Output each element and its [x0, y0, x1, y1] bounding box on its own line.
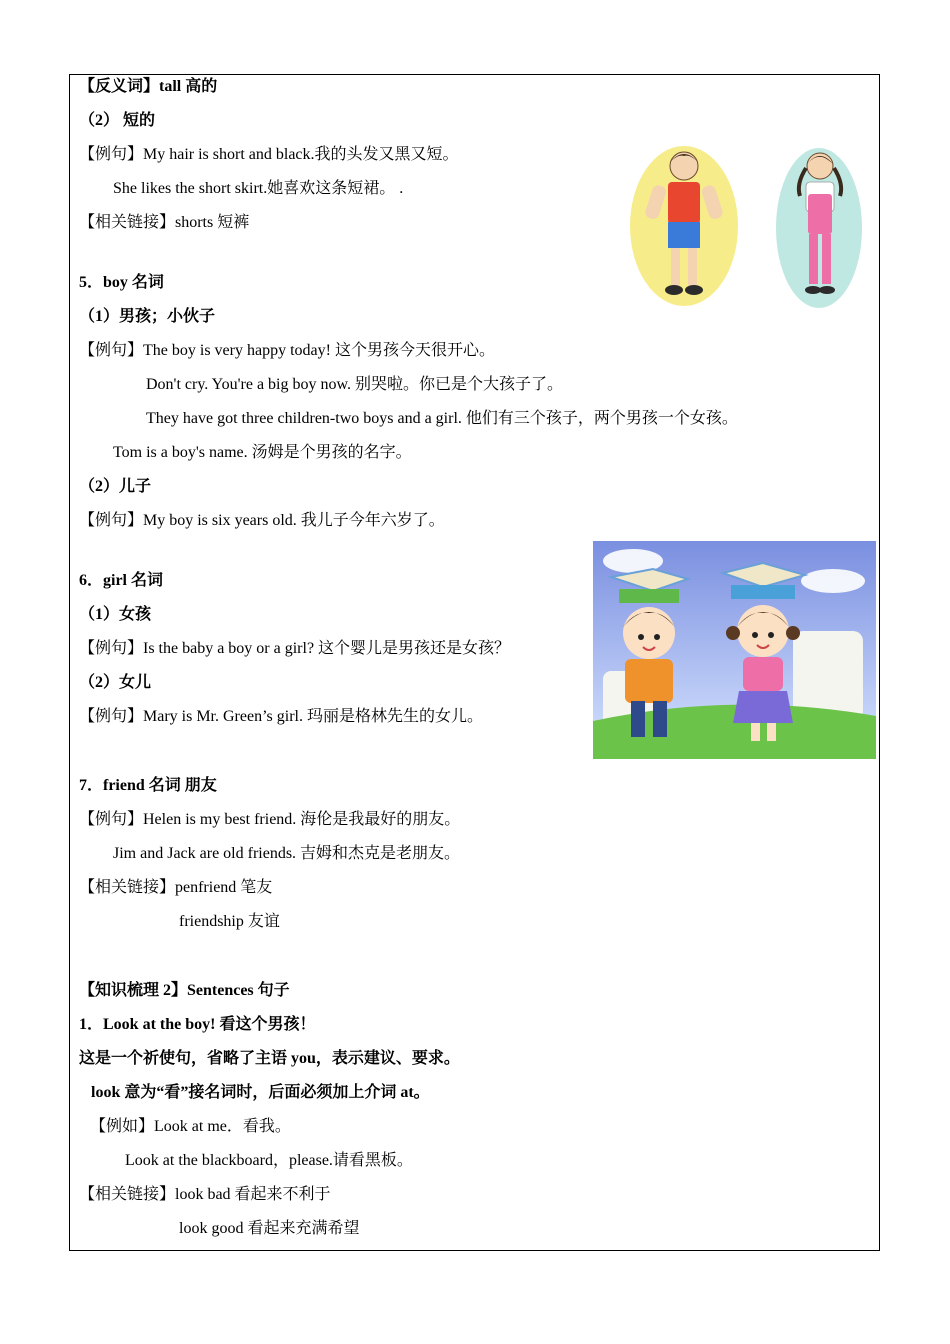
entry-heading-boy: 5．boy 名词 [79, 274, 164, 291]
related-link: 【相关链接】look bad 看起来不利于 [79, 1186, 331, 1203]
example-sentence: 【例句】My hair is short and black.我的头发又黑又短。 [79, 146, 459, 163]
example-sentence: Jim and Jack are old friends. 吉姆和杰克是老朋友。 [113, 845, 461, 862]
sense-heading: （2）儿子 [79, 478, 152, 495]
sense-heading: （1）男孩；小伙子 [79, 308, 216, 325]
related-link: friendship 友谊 [179, 913, 280, 930]
example-sentence: Don't cry. You're a big boy now. 别哭啦。你已是个大孩子了。 [146, 376, 564, 393]
children-with-books-illustration [593, 541, 876, 759]
entry-heading-girl: 6．girl 名词 [79, 572, 163, 589]
grammar-note: look 意为“看”接名词时，后面必须加上介词 at。 [91, 1084, 430, 1101]
example-sentence: 【例句】Is the baby a boy or a girl? 这个婴儿是男孩还是女孩？ [79, 640, 511, 657]
sense-2-heading: （2） 短的 [79, 112, 156, 129]
related-link: 【相关链接】penfriend 笔友 [79, 879, 273, 896]
entry-heading-friend: 7．friend 名词 朋友 [79, 777, 217, 794]
antonym-line: 【反义词】tall 高的 [79, 78, 218, 95]
related-link: 【相关链接】shorts 短裤 [79, 214, 250, 231]
sentence-heading: 1．Look at the boy! 看这个男孩！ [79, 1016, 316, 1033]
example-sentence: She likes the short skirt.她喜欢这条短裙。 . [113, 180, 404, 197]
tall-boy-short-girl-illustration [624, 144, 874, 310]
section-heading: 【知识梳理 2】Sentences 句子 [79, 982, 290, 999]
grammar-note: 这是一个祈使句，省略了主语 you，表示建议、要求。 [79, 1050, 460, 1067]
example-sentence: 【例句】My boy is six years old. 我儿子今年六岁了。 [79, 512, 445, 529]
sense-heading: （1）女孩 [79, 606, 152, 623]
example-sentence: Tom is a boy's name. 汤姆是个男孩的名字。 [113, 444, 412, 461]
example-sentence: 【例句】The boy is very happy today! 这个男孩今天很开心。 [79, 342, 495, 359]
example-sentence: Look at the blackboard，please.请看黑板。 [125, 1152, 413, 1169]
example-sentence: They have got three children-two boys and a girl. 他们有三个孩子，两个男孩一个女孩。 [146, 410, 738, 427]
sense-heading: （2）女儿 [79, 674, 152, 691]
related-link: look good 看起来充满希望 [179, 1220, 360, 1237]
example-sentence: 【例句】Mary is Mr. Green’s girl. 玛丽是格林先生的女儿。 [79, 708, 483, 725]
example-sentence: 【例如】Look at me．看我。 [90, 1118, 291, 1135]
example-sentence: 【例句】Helen is my best friend. 海伦是我最好的朋友。 [79, 811, 461, 828]
